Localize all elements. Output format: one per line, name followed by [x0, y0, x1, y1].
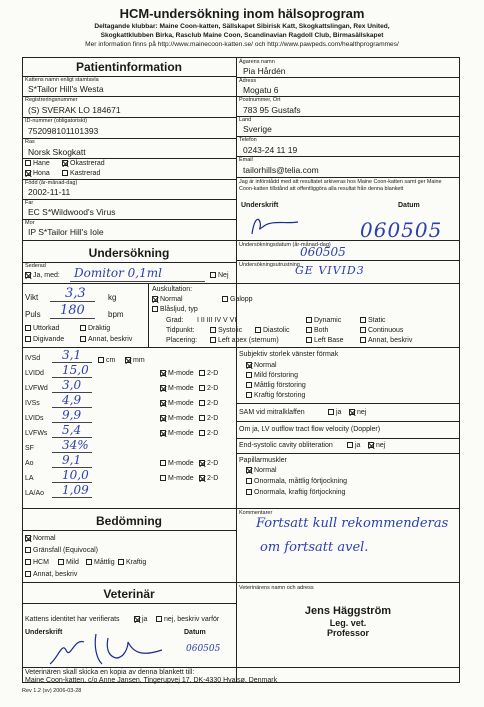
- email-label: Email: [239, 157, 253, 163]
- chk-left-base[interactable]: Left Base: [306, 337, 344, 345]
- clubs-line-1: Deltagande klubbar: Maine Coon-katten, Sällskapet Sibirisk Katt, Skogkattslingan, Rex United,: [94, 23, 390, 30]
- ausc-blasljud[interactable]: Blåsljud, typ: [152, 306, 198, 314]
- post-value: 783 95 Gustafs: [243, 105, 301, 115]
- measurement-label: LA/Ao: [25, 490, 45, 497]
- papill-kraftig[interactable]: Onormala, kraftig förtjockning: [246, 489, 345, 497]
- measurement-underline: [52, 497, 92, 498]
- id-value: 752098101101393: [28, 126, 99, 136]
- phone-value: 0243-24 11 19: [243, 145, 298, 155]
- breed-value: Norsk Skogkatt: [28, 147, 86, 157]
- owner-name-label: Ägarens namn: [239, 59, 275, 65]
- vet-signature: [44, 628, 174, 670]
- measurement-label: LA: [25, 475, 34, 482]
- weight-unit: kg: [108, 293, 117, 302]
- chk-digivande[interactable]: Digivande: [25, 336, 64, 344]
- sedated-no[interactable]: Nej: [210, 272, 229, 280]
- assess-annat[interactable]: Annat, beskriv: [25, 571, 77, 579]
- sex-okastrerad[interactable]: Okastrerad: [62, 160, 105, 168]
- reg-value: (S) SVERAK LO 184671: [28, 105, 121, 115]
- chk-left-apex[interactable]: Left apex (sternum): [210, 337, 279, 345]
- unit-mm[interactable]: mm: [125, 357, 145, 365]
- assess-mild[interactable]: Mild: [58, 559, 79, 567]
- vet-sign-label: Underskrift: [25, 629, 63, 636]
- assessment-section-title: Bedömning: [96, 514, 162, 528]
- address-label: Adress: [239, 78, 257, 84]
- mmode-checkbox[interactable]: M-mode: [160, 430, 194, 438]
- father-value: EC S*Wildwood's Virus: [28, 207, 116, 217]
- chk-diastolic[interactable]: Diastolic: [255, 327, 289, 335]
- subj-normal[interactable]: Normal: [246, 362, 277, 370]
- vet-date-hand: 060505: [186, 644, 221, 654]
- grades: I II III IV V VI: [197, 317, 237, 324]
- weight-label: Vikt: [25, 293, 39, 302]
- chk-annat[interactable]: Annat, beskriv: [80, 336, 132, 344]
- chk-annat-beskriv[interactable]: Annat, beskriv: [360, 337, 412, 345]
- measurement-value: 4,9: [62, 393, 82, 407]
- chk-static[interactable]: Static: [360, 317, 386, 325]
- measurement-value: 1,09: [62, 483, 89, 497]
- identity-nej[interactable]: nej, beskriv varför: [156, 616, 219, 624]
- subj-kraftig[interactable]: Kraftig förstoring: [246, 392, 305, 400]
- measurement-value: 10,0: [62, 468, 89, 482]
- sam-row: SAM vid mitralklaffen: [239, 409, 305, 416]
- eso-nej[interactable]: nej: [368, 442, 385, 450]
- twod-checkbox[interactable]: 2-D: [199, 460, 218, 468]
- papill-normal[interactable]: Normal: [246, 467, 277, 475]
- mother-value: IP S*Tailor Hill's Iole: [28, 227, 104, 237]
- exam-date-label: Undersökningsdatum (år-månad-dag): [239, 242, 331, 248]
- phone-label: Telefon: [239, 137, 257, 143]
- id-label: ID-nummer (obligatoriskt): [25, 118, 88, 124]
- owner-signature: [246, 212, 306, 238]
- mmode-checkbox[interactable]: M-mode: [160, 475, 194, 483]
- twod-checkbox[interactable]: 2-D: [199, 400, 218, 408]
- measurement-label: Ao: [25, 460, 34, 467]
- footer-rev: Rev 1.2 (sv) 2006-03-28: [22, 688, 82, 694]
- vet-title-2: Professor: [326, 628, 370, 638]
- vet-title: Leg. vet.: [329, 618, 367, 628]
- papill-mattlig[interactable]: Onormala, måttlig förtjockning: [246, 478, 347, 486]
- identity-row: Kattens identitet har verifierats: [25, 616, 120, 623]
- pulse-unit: bpm: [108, 310, 124, 319]
- eso-label: End-systolic cavity obliteration: [239, 442, 333, 449]
- info-line: Mer information finns på http://www.mainecoon-katten.se/ och http://www.pawpeds.com/healthprogrammes/: [85, 41, 399, 48]
- sex-kastrerad[interactable]: Kastrerad: [62, 170, 100, 178]
- device-hand: GE VIVID3: [295, 264, 365, 277]
- vet-section-title: Veterinär: [103, 587, 155, 601]
- unit-cm[interactable]: cm: [98, 357, 115, 365]
- assess-hcm[interactable]: HCM: [25, 559, 49, 567]
- measurement-label: LVIDs: [25, 415, 44, 422]
- measurement-label: IVSd: [25, 355, 41, 362]
- cat-name-label: Kattens namn enligt stamtavla: [25, 77, 99, 83]
- breed-label: Ras: [25, 139, 35, 145]
- patient-section-title: Patientinformation: [75, 60, 182, 74]
- twod-checkbox[interactable]: 2-D: [199, 370, 218, 378]
- sedated-yes[interactable]: Ja, med:: [25, 272, 60, 280]
- chk-dynamic[interactable]: Dynamic: [306, 317, 341, 325]
- country-label: Land: [239, 117, 252, 123]
- measurement-label: IVSs: [25, 400, 40, 407]
- country-value: Sverige: [243, 124, 272, 134]
- mother-label: Mor: [25, 220, 35, 226]
- measurement-value: 15,0: [62, 363, 89, 377]
- grad-label: Grad:: [166, 317, 184, 324]
- chk-uttorkad[interactable]: Uttorkad: [25, 325, 59, 333]
- twod-checkbox[interactable]: 2-D: [199, 385, 218, 393]
- subj-mild[interactable]: Mild förstoring: [246, 372, 298, 380]
- subj-mattlig[interactable]: Måttlig förstoring: [246, 382, 306, 390]
- email-value: tailorhills@telia.com: [243, 165, 319, 175]
- eso-ja[interactable]: ja: [347, 442, 360, 450]
- address-value: Mogatu 6: [243, 85, 279, 95]
- born-value: 2002-11-11: [28, 187, 71, 197]
- measurement-label: LVFWs: [25, 430, 48, 437]
- sedative-hand: Domitor 0,1ml: [74, 266, 162, 280]
- placering-label: Placering:: [166, 337, 198, 344]
- sex-hane[interactable]: Hane: [25, 160, 50, 168]
- owner-name-value: Pia Hårdén: [243, 66, 286, 76]
- mmode-checkbox[interactable]: M-mode: [160, 370, 194, 378]
- page-title: HCM-undersökning inom hälsoprogram: [119, 6, 365, 21]
- assess-normal[interactable]: Normal: [25, 535, 56, 543]
- device-label: Undersökningsutrustning: [239, 262, 300, 268]
- sam-ja[interactable]: ja: [328, 409, 341, 417]
- owner-sign-label: Underskrift: [241, 202, 279, 209]
- mmode-checkbox[interactable]: M-mode: [160, 460, 194, 468]
- comment-line-1: Fortsatt kull rekommenderas: [256, 516, 449, 531]
- measurement-value: 5,4: [62, 423, 82, 437]
- chk-draktig[interactable]: Dräktig: [80, 325, 110, 333]
- chk-systolic[interactable]: Systolic: [210, 327, 242, 335]
- measurement-value: 34%: [62, 438, 89, 452]
- lvot-label: Om ja, LV outflow tract flow velocity (Doppler): [239, 426, 381, 433]
- exam-section-title: Undersökning: [88, 246, 170, 260]
- weight-hand: 3,3: [65, 286, 86, 301]
- father-label: Far: [25, 200, 34, 206]
- measurement-label: LVIDd: [25, 370, 44, 377]
- footer-line-2: Maine Coon-katten, c/o Anne Jansen, Tingerupvej 17, DK-4330 Hvalsø, Denmark: [25, 677, 278, 684]
- subj-label: Subjektiv storlek vänster förmak: [239, 351, 339, 358]
- twod-checkbox[interactable]: 2-D: [199, 475, 218, 483]
- chk-both[interactable]: Both: [306, 327, 328, 335]
- vet-date-label: Datum: [184, 629, 206, 636]
- vet-name: Jens Häggström: [304, 605, 392, 617]
- comment-line-2: om fortsatt avel.: [260, 540, 369, 555]
- cat-name-value: S*Tailor Hill's Westa: [28, 84, 104, 94]
- pulse-label: Puls: [25, 310, 41, 319]
- comments-label: Kommentarer: [239, 510, 273, 516]
- owner-date-hand: 060505: [360, 218, 443, 242]
- pulse-hand: 180: [60, 303, 85, 318]
- papill-label: Papillarmuskler: [239, 457, 287, 464]
- measurement-label: LVFWd: [25, 385, 48, 392]
- ausc-label: Auskultation:: [152, 286, 193, 293]
- measurement-value: 3,1: [62, 348, 82, 362]
- measurement-value: 9,9: [62, 408, 82, 422]
- consent-text: Jag är införstådd med att resultatet arkiveras hos Maine Coon-katten samt ger Maine Coon-katten tillstånd att offentliggöra alla resultat från denna blankett: [239, 179, 442, 192]
- exam-date-hand: 060505: [300, 245, 346, 259]
- owner-date-label: Datum: [398, 202, 420, 209]
- twod-checkbox[interactable]: 2-D: [199, 430, 218, 438]
- reg-label: Registreringsnummer: [25, 97, 78, 103]
- born-label: Född (år-månad-dag): [25, 180, 78, 186]
- post-label: Postnummer, Ort: [239, 97, 281, 103]
- assess-equivocal[interactable]: Gränsfall (Equivocal): [25, 547, 98, 555]
- tidpunkt-label: Tidpunkt:: [166, 327, 195, 334]
- measurement-label: SF: [25, 445, 34, 452]
- sex-hona[interactable]: Hona: [25, 170, 50, 178]
- ausc-galopp[interactable]: Galopp: [222, 296, 253, 304]
- footer-line-1: Veterinären skall skicka en kopia av denna blankett till:: [25, 669, 195, 676]
- assess-kraftig[interactable]: Kraftig: [118, 559, 146, 567]
- measurement-value: 9,1: [62, 453, 82, 467]
- assess-mattlig[interactable]: Måttlig: [86, 559, 115, 567]
- chk-continuous[interactable]: Continuous: [360, 327, 403, 335]
- vet-name-label: Veterinärens namn och adress: [239, 585, 314, 591]
- sam-nej[interactable]: nej: [349, 409, 366, 417]
- ausc-normal[interactable]: Normal: [152, 296, 183, 304]
- twod-checkbox[interactable]: 2-D: [199, 415, 218, 423]
- mmode-checkbox[interactable]: M-mode: [160, 415, 194, 423]
- mmode-checkbox[interactable]: M-mode: [160, 400, 194, 408]
- sedated-label: Sederad: [25, 263, 46, 269]
- mmode-checkbox[interactable]: M-mode: [160, 385, 194, 393]
- measurement-value: 3,0: [62, 378, 82, 392]
- identity-ja[interactable]: ja: [134, 616, 147, 624]
- clubs-line-2: Skogkattklubben Birka, Rasclub Maine Coon, Scandinavian Ragdoll Club, Birmasällskapet: [100, 32, 384, 39]
